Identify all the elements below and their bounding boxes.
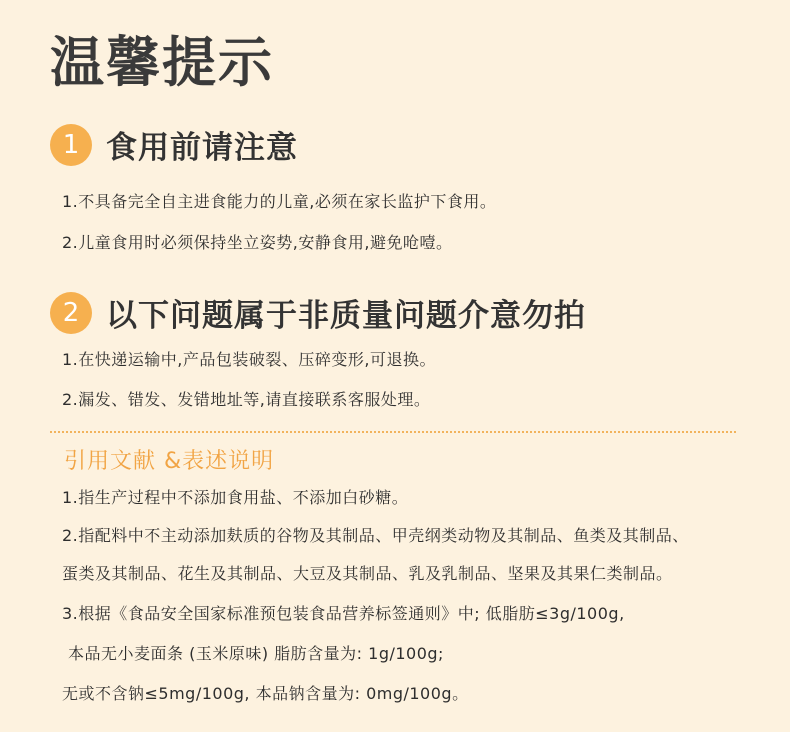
reference-line: 1.指生产过程中不添加食用盐、不添加白砂糖。 [62,488,409,507]
dotted-divider [50,431,736,433]
reference-line: 蛋类及其制品、花生及其制品、大豆及其制品、乳及乳制品、坚果及其果仁类制品。 [62,564,673,583]
section-title: 食用前请注意 [106,130,298,166]
reference-line: 2.指配料中不主动添加麸质的谷物及其制品、甲壳纲类动物及其制品、鱼类及其制品、 [62,526,689,545]
notice-line: 1.在快递运输中,产品包装破裂、压碎变形,可退换。 [62,350,436,369]
notice-line: 1.不具备完全自主进食能力的儿童,必须在家长监护下食用。 [62,192,497,211]
notice-line: 2.漏发、错发、发错地址等,请直接联系客服处理。 [62,390,431,409]
number-badge: 2 [50,292,92,334]
section-header-1 [50,122,298,167]
section-header-2 [50,290,586,335]
number-badge: 1 [50,124,92,166]
reference-line: 无或不含钠≤5mg/100g, 本品钠含量为: 0mg/100g。 [62,684,469,703]
section-title: 以下问题属于非质量问题介意勿拍 [106,298,586,334]
reference-line: 3.根据《食品安全国家标准预包装食品营养标签通则》中; 低脂肪≤3g/100g, [62,604,625,623]
reference-line: 本品无小麦面条 (玉米原味) 脂肪含量为: 1g/100g; [68,644,444,663]
references-title: 引用文献 &表述说明 [64,449,275,474]
notice-line: 2.儿童食用时必须保持坐立姿势,安静食用,避免呛噎。 [62,233,453,252]
page-title: 温馨提示 [50,31,274,94]
